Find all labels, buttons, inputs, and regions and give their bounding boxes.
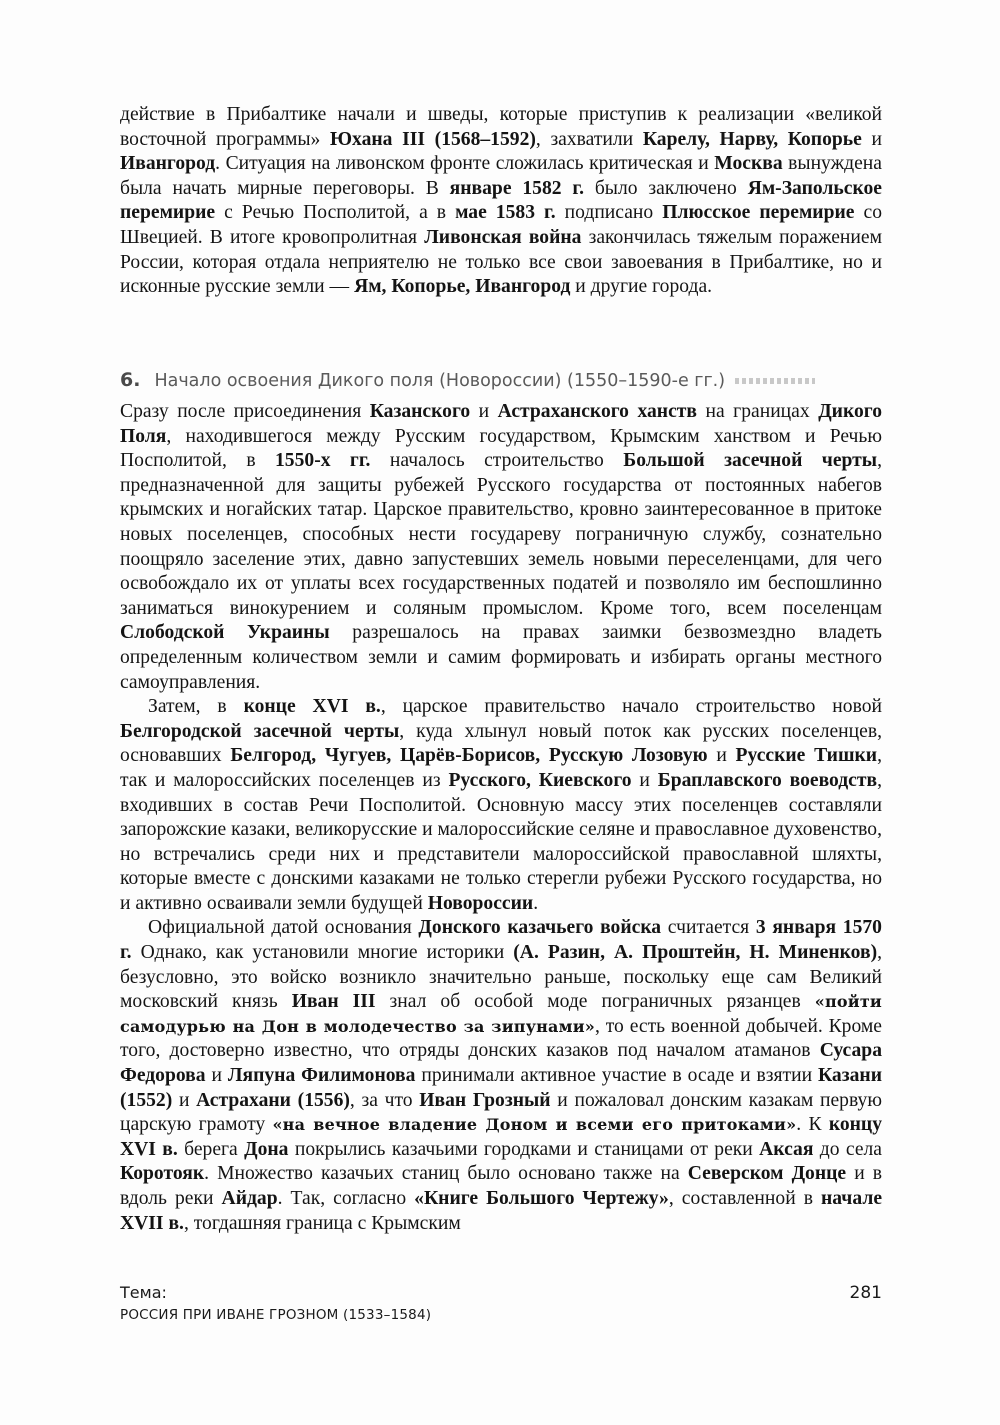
text-run: , захватили [535, 128, 643, 150]
text-run: было заключено [583, 177, 748, 199]
section-heading [120, 366, 882, 394]
text-run: . Ситуация на ливонском фронте сложилась критическая и [215, 153, 715, 175]
text-run: и [861, 128, 882, 150]
bold-term: Дикого Поля [120, 401, 882, 447]
text-run: действие в Прибалтике начали и шведы, которые приступив к реализации «великой восточной программы» [120, 104, 882, 150]
text-run: , находившегося между Русским государством, Крымским ханством и Речью Посполитой, в [120, 425, 882, 472]
paragraph [120, 916, 882, 1236]
text-run: и пожаловал донским казакам первую царскую грамоту [120, 1089, 882, 1136]
paragraph [120, 400, 882, 695]
bold-term: Браплавского воеводств [657, 769, 878, 791]
bold-term: Иван III [291, 991, 376, 1013]
quoted-phrase: «пойти самодурью на Дон в молодечество за зипунами» [120, 992, 882, 1036]
bold-term: Сусара Федорова [120, 1040, 882, 1087]
bold-term: Иван Грозный [419, 1089, 551, 1111]
bold-term: «Книге Большого Чертежу» [414, 1188, 669, 1209]
bold-term: Новороссии [427, 892, 534, 914]
bold-term: Северском Донце [687, 1163, 847, 1185]
bold-term: Айдар [221, 1188, 278, 1209]
text-run: закончилась тяжелым поражением России, которая отдала неприятелю не только все свои завоевания в Прибалтике, но и исконные русские земли — [120, 226, 882, 298]
page-footer [120, 1282, 882, 1326]
text-run: . Множество казачьих станиц было основано также на [204, 1163, 688, 1185]
section-body [120, 400, 882, 1236]
text-run: , за что [349, 1089, 420, 1111]
text-run: знал об особой моде пограничных рязанцев [375, 991, 815, 1013]
bold-term: Ям, Копорье, Ивангород [354, 276, 571, 298]
text-run: , составленной в [668, 1188, 821, 1209]
bold-term: мае 1583 г. [455, 202, 556, 224]
bold-term: (А. Разин, А. Проштейн, Н. Миненков) [513, 942, 878, 964]
bold-term: Казани (1552) [120, 1065, 882, 1111]
bold-term: Астраханского ханств [497, 401, 697, 422]
bold-term: Русского, Киевского [448, 769, 632, 791]
text-run: и в вдоль реки [120, 1163, 882, 1209]
text-run: Официальной датой основания [148, 917, 419, 939]
text-run: и [172, 1089, 197, 1111]
page-number: 281 [849, 1283, 882, 1303]
bold-term: Казанского [369, 401, 471, 422]
text-run: берега [177, 1138, 245, 1160]
bold-term: Плюсское перемирие [662, 202, 855, 224]
bold-term: Астрахани (1556) [196, 1089, 350, 1111]
text-run: , куда хлынул новый поток как русских поселенцев, основавших [120, 720, 882, 767]
text-run: и [470, 401, 498, 422]
bold-term: Большой засечной черты [623, 450, 878, 472]
bold-term: январе 1582 г. [449, 177, 584, 199]
text-run: , безусловно, это войско возникло значительно раньше, поскольку еще сам Великий московский князь [120, 942, 883, 1013]
text-run: вынуждена была начать мирные переговоры. В [120, 153, 882, 199]
text-run: и [205, 1065, 228, 1087]
bold-term: Коротояк [120, 1163, 205, 1185]
bold-term: конце XVI в. [243, 696, 381, 718]
text-run: , входивших в состав Речи Посполитой. Основную массу этих поселенцев составляли запорожские казаки, великорусские и малороссийские селяне и православное духовенство, но встречались среди них и представители малороссийской православной шляхты, которые вместе с донскими казаками не только стерегли рубежи Русского государства, но и активно осваивали земли будущей [120, 769, 882, 914]
bold-term: Ям-Запольское перемирие [120, 177, 882, 224]
bold-term: Дона [244, 1138, 289, 1160]
text-run: принимали активное участие в осаде и взятии [415, 1065, 818, 1087]
topic-label: Тема: [120, 1283, 167, 1302]
text-run: , царское правительство начало строительство новой [380, 696, 882, 718]
intro-text [120, 103, 882, 300]
paragraph [120, 103, 882, 300]
section-title: Начало освоения Дикого поля (Новороссии) (1550–1590-е гг.) [154, 371, 726, 391]
bold-term: начале XVII в. [120, 1188, 883, 1234]
text-run: началось строительство [370, 450, 624, 472]
bold-term: Слободской Украины [120, 622, 330, 644]
text-run: Однако, как установили многие историки [131, 942, 514, 964]
text-run: разрешалось на правах заимки безвозмездно владеть определенным количеством земли и самим формировать и избирать органы местного самоуправления. [120, 622, 882, 693]
text-run: . К [796, 1114, 829, 1136]
section-number: 6. [120, 369, 141, 391]
text-run: , то есть военной добычей. Кроме того, достоверно известно, что отряды донских казаков под началом атаманов [120, 1015, 882, 1062]
bold-term: 3 января 1570 г. [120, 917, 882, 964]
text-run: покрылись казачьими городками и станицами от реки [288, 1138, 760, 1160]
bold-term: Аксая [759, 1138, 814, 1160]
text-run: , так и малороссийских поселенцев из [120, 745, 882, 791]
bold-term: Юхана III (1568–1592) [330, 128, 536, 150]
bold-term: Ивангород [120, 153, 216, 175]
bold-term: концу XVI в. [120, 1114, 883, 1160]
bold-term: Ляпуна Филимонова [227, 1065, 416, 1087]
text-run: Сразу после присоединения [120, 401, 370, 422]
paragraph [120, 695, 882, 916]
text-run: и [631, 769, 658, 791]
text-run: с Речью Посполитой, а в [215, 202, 456, 224]
quoted-phrase: «на вечное владение Доном и всеми его притоками» [272, 1115, 797, 1135]
heading-decoration [735, 378, 815, 384]
text-run: , предназначенной для защиты рубежей Русского государства от постоянных набегов крымских и ногайских татар. Царское правительство, кровно заинтересованное в притоке новых поселенцев, способных нести государеву пограничную службу, сознательно поощряло заселение этих, давно запустевших земель новыми переселенцами, для чего освобождало их от уплаты всех государственных податей и позволяло им беспошлинно заниматься винокурением и соляным промыслом. Кроме того, всем поселенцам [120, 450, 883, 619]
bold-term: Карелу, Нарву, Копорье [642, 128, 862, 150]
text-run: на границах [696, 401, 819, 422]
text-run: . Так, согласно [277, 1188, 415, 1209]
bold-term: Белгород, Чугуев, Царёв-Борисов, Русскую Лозовую [230, 745, 708, 767]
text-run: Затем, в [148, 696, 244, 718]
topic-title: РОССИЯ ПРИ ИВАНЕ ГРОЗНОМ (1533–1584) [120, 1307, 432, 1323]
bold-term: Белгородской засечной черты [120, 720, 400, 742]
bold-term: Москва [714, 153, 783, 175]
text-run: до села [813, 1138, 883, 1160]
bold-term: 1550-х гг. [275, 450, 371, 472]
text-run: и [707, 745, 736, 767]
text-run: подписано [555, 202, 663, 224]
text-run: , тогдашняя граница с Крымским [183, 1212, 461, 1234]
text-run: считается [661, 917, 756, 939]
text-run: и другие города. [570, 276, 713, 298]
bold-term: Донского казачьего войска [418, 917, 662, 939]
bold-term: Ливонская война [424, 226, 582, 248]
bold-term: Русские Тишки [735, 745, 878, 767]
text-run: со Швецией. В итоге кровопролитная [120, 202, 883, 248]
text-run: . [533, 892, 539, 914]
